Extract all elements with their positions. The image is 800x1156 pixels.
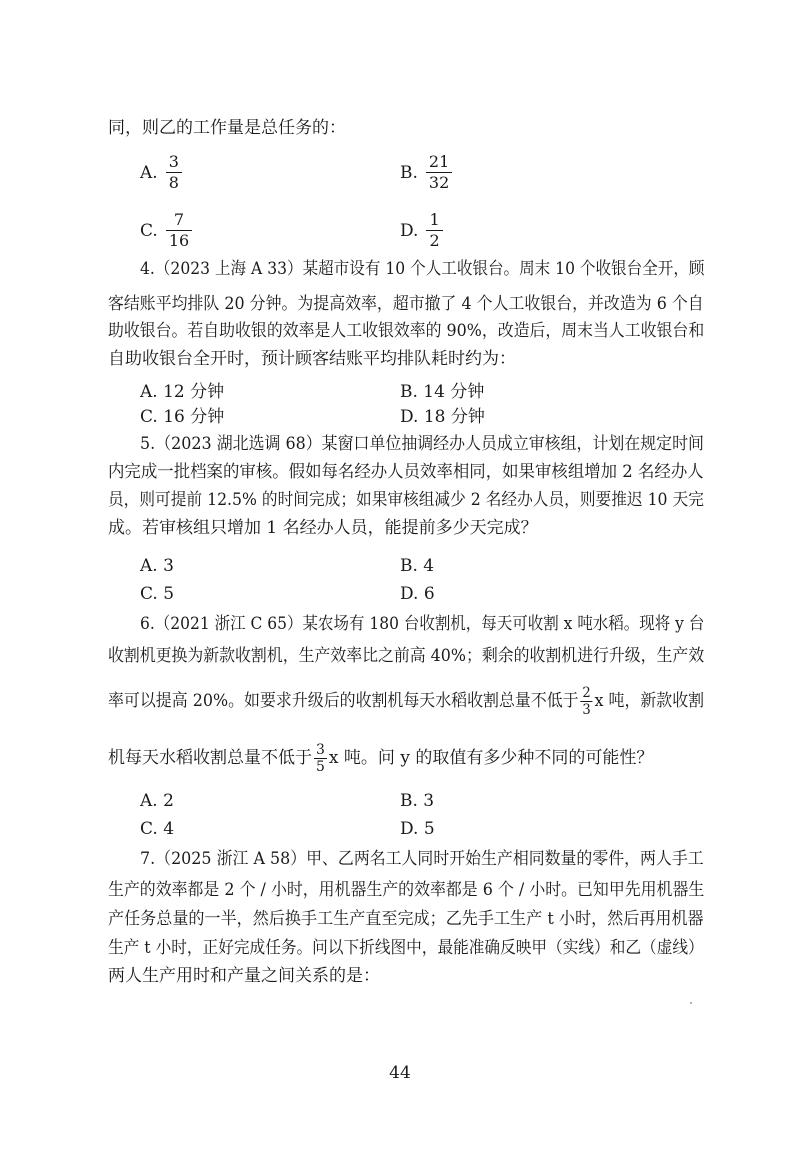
fraction-denominator: 8 <box>168 173 179 192</box>
q7-line-4: 生产 t 小时，正好完成任务。问以下折线图中，最能准确反映甲（实线）和乙（虚线） <box>108 938 704 958</box>
q7-line-1: 7.（2025 浙江 A 58）甲、乙两名工人同时开始生产相同数量的零件，两人手工 <box>140 849 704 869</box>
option-label: C. <box>140 220 158 241</box>
fraction-numerator: 21 <box>426 152 452 173</box>
q4-line-2: 客结账平均排队 20 分钟。为提高效率，超市撤了 4 个人工收银台，并改造为 6 个自 <box>108 294 704 314</box>
q3-option-d[interactable] <box>400 210 443 251</box>
fraction <box>580 685 592 718</box>
q6-line-3-text-end: x 吨，新款收割 <box>594 691 705 711</box>
q6-option-a[interactable]: A. 2 <box>140 791 174 811</box>
fraction <box>166 210 192 251</box>
fraction-numerator: 3 <box>166 152 182 173</box>
q4-option-d[interactable]: D. 18 分钟 <box>400 407 485 427</box>
q5-line-2: 内完成一批档案的审核。假如每名经办人员效率相同，如果审核组增加 2 名经办人 <box>108 462 704 482</box>
fraction-denominator: 16 <box>168 231 190 250</box>
fraction-numerator: 7 <box>166 210 192 231</box>
fraction-numerator: 3 <box>316 742 325 758</box>
q6-line-3 <box>108 681 704 721</box>
q5-line-1: 5.（2023 湖北选调 68）某窗口单位抽调经办人员成立审核组，计划在规定时间 <box>140 434 704 454</box>
q4-line-3: 助收银台。若自助收银的效率是人工收银效率的 90%，改造后，周末当人工收银台和 <box>108 321 705 341</box>
q6-line-3-text: 率可以提高 20%。如要求升级后的收割机每天水稻收割总量不低于 <box>108 691 579 711</box>
q7-line-3: 产任务总量的一半，然后换手工生产直至完成；乙先手工生产 t 小时，然后再用机器 <box>108 909 704 929</box>
q6-line-4-text: 机每天水稻收割总量不低于 <box>108 748 312 768</box>
option-label: B. <box>400 162 418 183</box>
option-label: A. <box>140 162 158 183</box>
q5-option-b[interactable]: B. 4 <box>400 556 435 576</box>
scan-speck <box>690 1002 692 1004</box>
fraction <box>166 152 182 193</box>
fraction <box>426 152 452 193</box>
q4-option-a[interactable]: A. 12 分钟 <box>140 382 225 402</box>
q4-line-4: 自助收银台全开时，预计顾客结账平均排队耗时约为： <box>108 349 516 369</box>
q5-option-a[interactable]: A. 3 <box>140 556 174 576</box>
q5-line-4: 成。若审核组只增加 1 名经办人员，能提前多少天完成？ <box>108 518 538 538</box>
q3-option-a[interactable] <box>140 152 182 193</box>
fraction-denominator: 2 <box>429 231 440 250</box>
q6-option-c[interactable]: C. 4 <box>140 819 175 839</box>
fraction-numerator: 1 <box>426 210 442 231</box>
q4-option-c[interactable]: C. 16 分钟 <box>140 407 225 427</box>
q6-option-b[interactable]: B. 3 <box>400 791 435 811</box>
fraction-denominator: 32 <box>428 173 450 192</box>
q6-line-4-text-end: x 吨。问 y 的取值有多少种不同的可能性？ <box>328 748 654 768</box>
q3-option-c[interactable] <box>140 210 192 251</box>
fraction-denominator: 5 <box>316 759 325 775</box>
fraction <box>426 210 442 251</box>
intro-line: 同，则乙的工作量是总任务的： <box>108 118 346 138</box>
q7-line-5: 两人生产用时和产量之间关系的是： <box>108 966 380 986</box>
q7-line-2: 生产的效率都是 2 个 / 小时，用机器生产的效率都是 6 个 / 小时。已知甲先用机器生 <box>108 880 705 900</box>
fraction-denominator: 3 <box>582 702 591 718</box>
q5-option-c[interactable]: C. 5 <box>140 584 175 604</box>
q6-option-d[interactable]: D. 5 <box>400 819 435 839</box>
q4-option-b[interactable]: B. 14 分钟 <box>400 382 485 402</box>
page-number: 44 <box>389 1063 411 1083</box>
q6-line-1: 6.（2021 浙江 C 65）某农场有 180 台收割机，每天可收割 x 吨水稻。现将 y 台 <box>140 614 705 634</box>
fraction-numerator: 2 <box>582 685 591 701</box>
option-label: D. <box>400 220 419 241</box>
q4-line-1: 4.（2023 上海 A 33）某超市设有 10 个人工收银台。周末 10 个收银台全开，顾 <box>140 259 705 279</box>
fraction <box>314 742 327 775</box>
q5-line-3: 员，则可提前 12.5% 的时间完成；如果审核组减少 2 名经办人员，则要推迟 10 天完 <box>108 490 704 510</box>
q5-option-d[interactable]: D. 6 <box>400 584 435 604</box>
q6-line-4 <box>108 738 653 778</box>
q6-line-2: 收割机更换为新款收割机，生产效率比之前高 40%；剩余的收割机进行升级，生产效 <box>108 646 705 666</box>
q3-option-b[interactable] <box>400 152 452 193</box>
